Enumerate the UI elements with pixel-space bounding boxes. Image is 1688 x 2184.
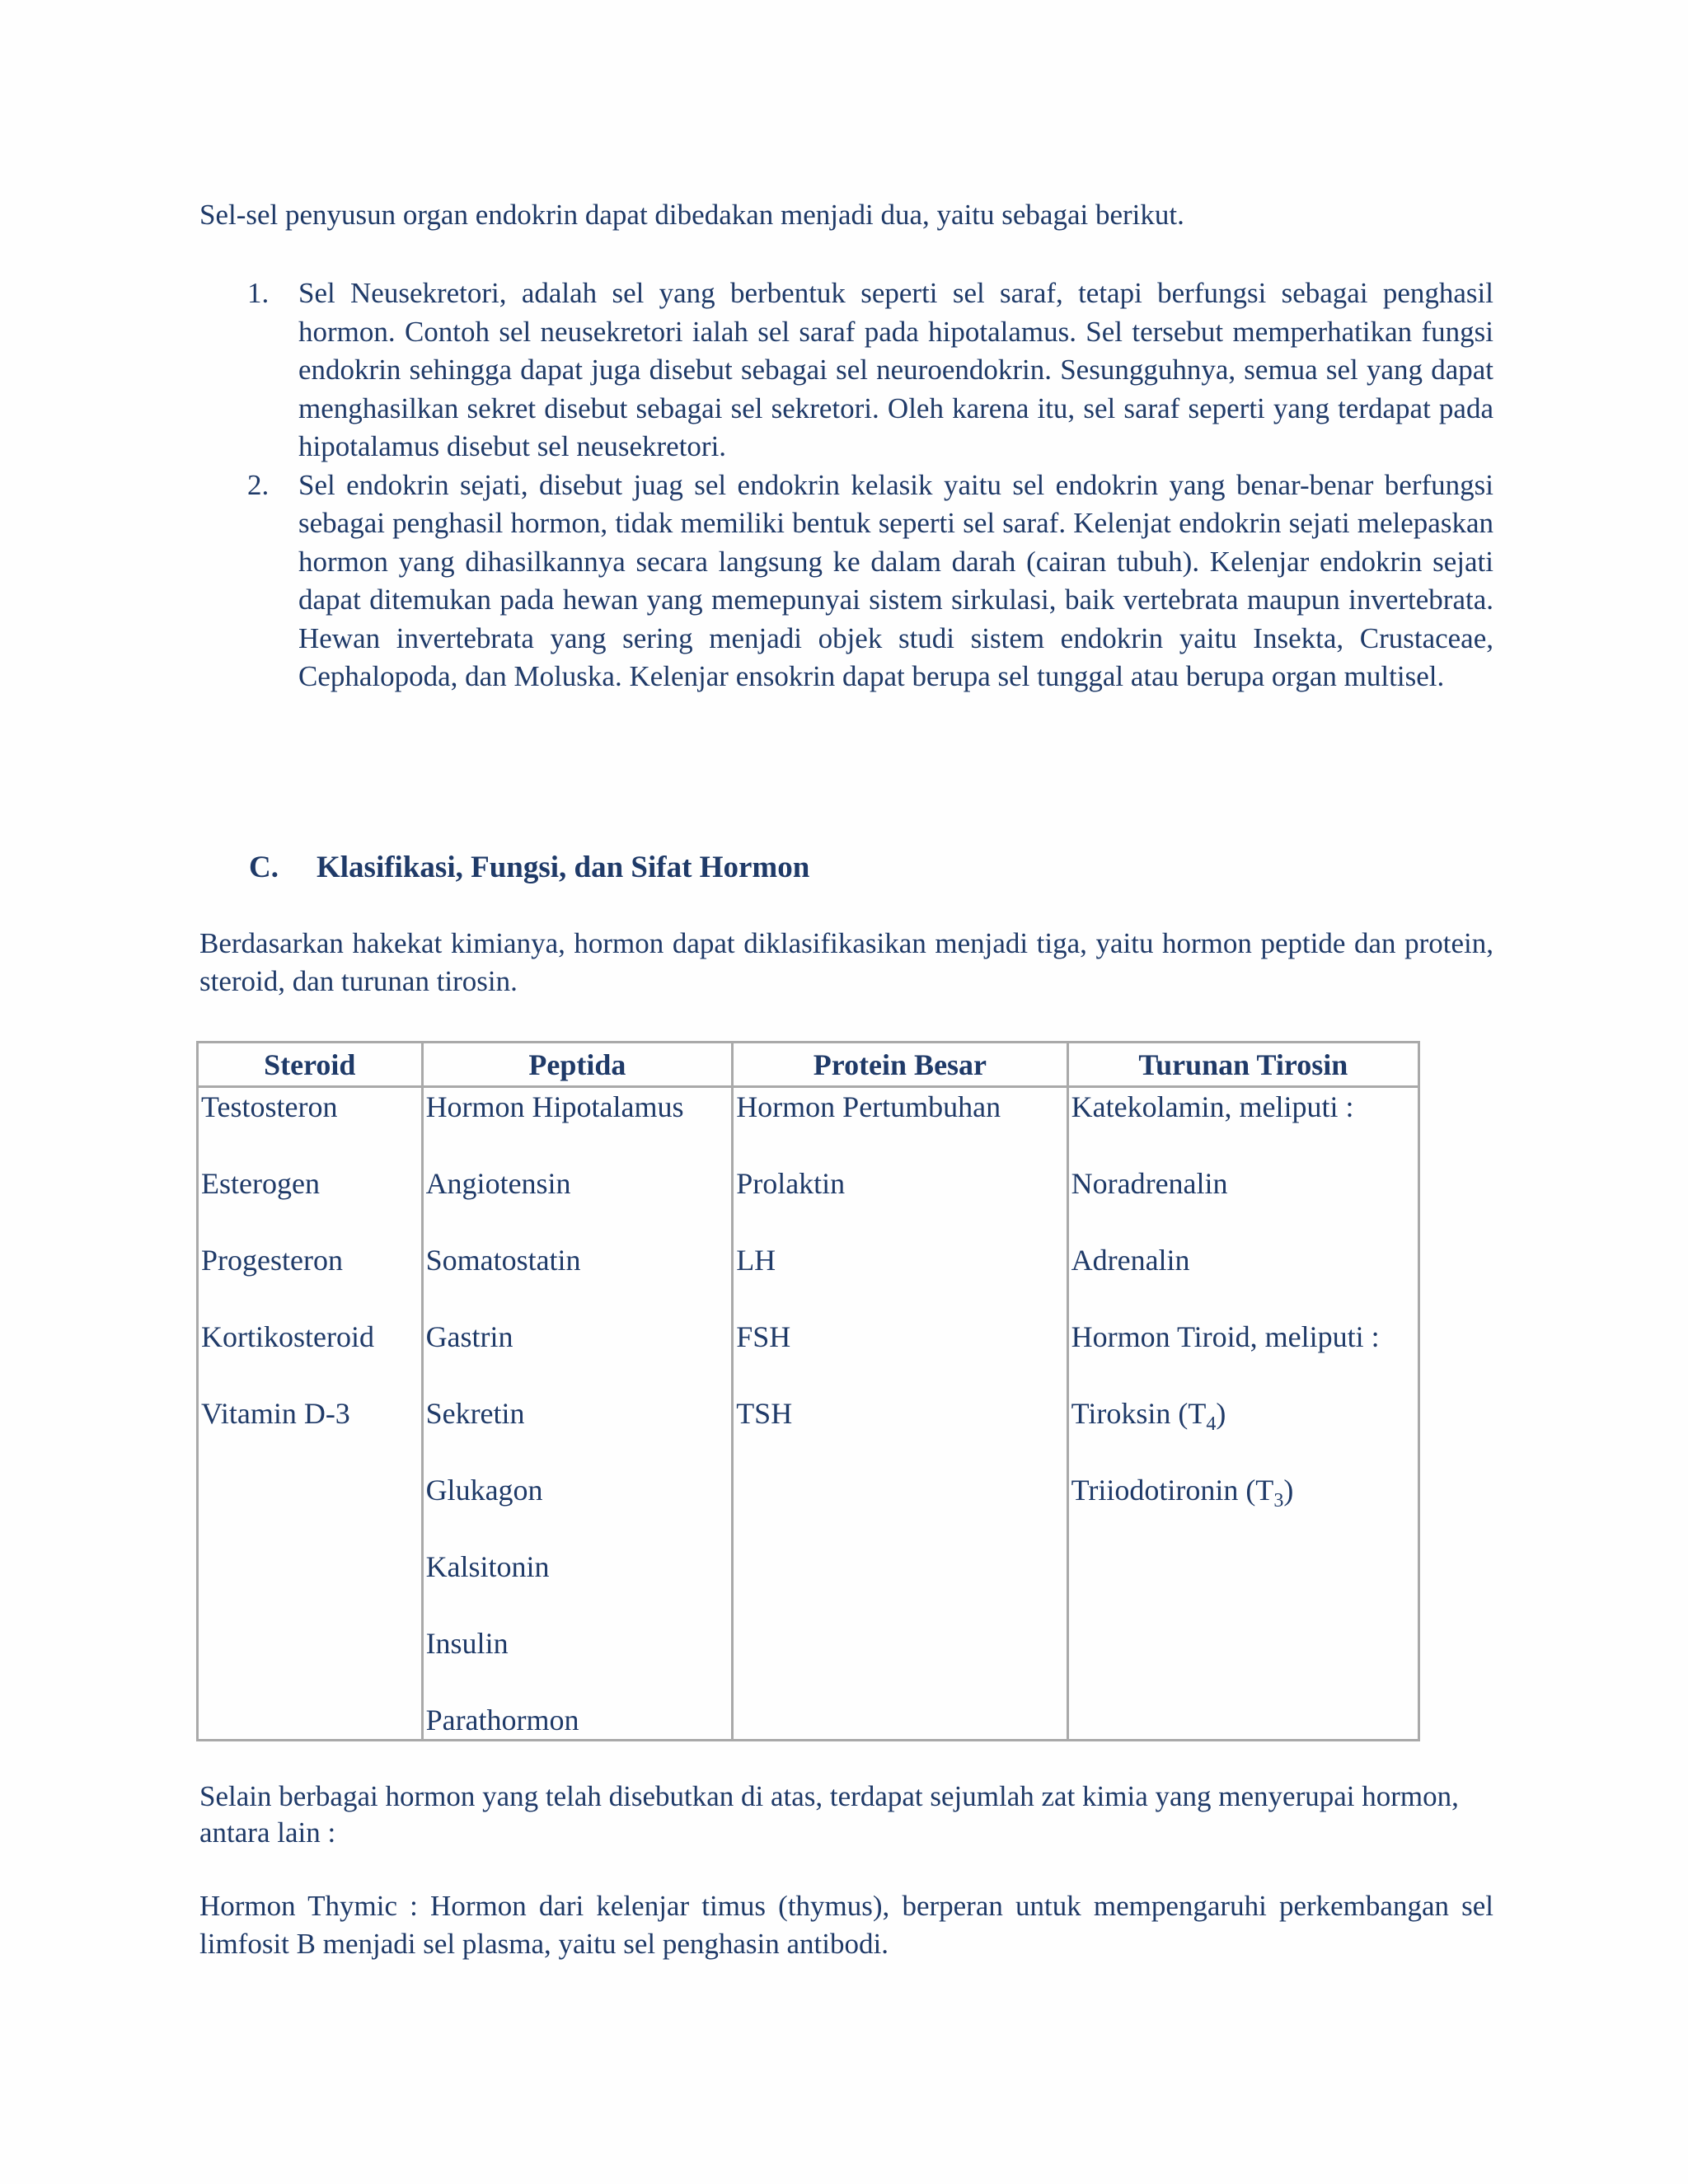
cell-item bbox=[1071, 1471, 1418, 1548]
tiroksin-label: Tiroksin (T bbox=[1071, 1397, 1207, 1430]
cell-type-list bbox=[247, 274, 1493, 696]
cell-item: Glukagon bbox=[425, 1474, 543, 1507]
peptida-column bbox=[422, 1087, 733, 1741]
section-letter: C. bbox=[249, 851, 279, 884]
cell-item: Parathormon bbox=[425, 1704, 579, 1736]
list-item bbox=[247, 466, 1493, 696]
closing-paren: ) bbox=[1216, 1397, 1226, 1430]
section-title: Klasifikasi, Fungsi, dan Sifat Hormon bbox=[316, 851, 810, 884]
thymic-paragraph: Hormon Thymic : Hormon dari kelenjar timus (thymus), berperan untuk mempengaruhi perkembangan sel limfosit B menjadi sel plasma, yaitu sel penghasin antibodi. bbox=[199, 1890, 1493, 1960]
cell-item: Adrenalin bbox=[1071, 1244, 1190, 1277]
list-item-text: Sel endokrin sejati, disebut juag sel endokrin kelasik yaitu sel endokrin yang benar-benar berfungsi sebagai penghasil hormon, tidak memiliki bentuk seperti sel saraf. Kelenjat endokrin sejati melepaskan hormon yang dihasilkannya secara langsung ke dalam darah (cairan tubuh). Kelenjar endokrin sejati dapat ditemukan pada hewan yang memepunyai sistem sirkulasi, baik vertebrata maupun invertebrata. Hewan invertebrata yang sering menjadi objek studi sistem endokrin yaitu Insekta, Crustaceae, Cephalopoda, dan Moluska. Kelenjar ensokrin dapat berupa sel tunggal atau berupa organ multisel. bbox=[298, 468, 1493, 692]
turunan-tirosin-column bbox=[1067, 1087, 1418, 1741]
cell-item: TSH bbox=[736, 1397, 793, 1430]
cell-item: Progesteron bbox=[201, 1244, 343, 1277]
additional-paragraph: Selain berbagai hormon yang telah disebutkan di atas, terdapat sejumlah zat kimia yang menyerupai hormon, antara lain : bbox=[199, 1780, 1459, 1849]
cell-item: Gastrin bbox=[425, 1320, 513, 1353]
cell-item: Prolaktin bbox=[736, 1167, 846, 1200]
tiroksin-subscript: 4 bbox=[1206, 1413, 1217, 1436]
cell-item: Angiotensin bbox=[425, 1167, 571, 1200]
cell-item: Somatostatin bbox=[425, 1244, 581, 1277]
classification-paragraph: Berdasarkan hakekat kimianya, hormon dapat diklasifikasikan menjadi tiga, yaitu hormon peptide dan protein, steroid, dan turunan tirosin. bbox=[199, 927, 1493, 997]
section-heading bbox=[249, 847, 809, 888]
steroid-column bbox=[198, 1087, 423, 1741]
protein-besar-column bbox=[733, 1087, 1067, 1741]
intro-paragraph: Sel-sel penyusun organ endokrin dapat dibedakan menjadi dua, yaitu sebagai berikut. bbox=[199, 199, 1184, 231]
triiodotironin-subscript: 3 bbox=[1273, 1490, 1284, 1512]
header-protein-besar: Protein Besar bbox=[733, 1043, 1067, 1087]
cell-item: Hormon Hipotalamus bbox=[425, 1090, 684, 1123]
hormone-table bbox=[196, 1041, 1420, 1741]
header-turunan-tirosin: Turunan Tirosin bbox=[1067, 1043, 1418, 1087]
cell-item: Hormon Tiroid, meliputi : bbox=[1071, 1320, 1380, 1353]
table-header-row bbox=[198, 1043, 1419, 1087]
header-peptida: Peptida bbox=[422, 1043, 733, 1087]
cell-item: Kalsitonin bbox=[425, 1550, 550, 1583]
cell-item: Hormon Pertumbuhan bbox=[736, 1090, 1001, 1123]
header-steroid: Steroid bbox=[198, 1043, 423, 1087]
list-item-text: Sel Neusekretori, adalah sel yang berbentuk seperti sel saraf, tetapi berfungsi sebagai penghasil hormon. Contoh sel neusekretori ialah sel saraf pada hipotalamus. Sel tersebut memperhatikan fungsi endokrin sehingga dapat juga disebut sebagai sel neuroendokrin. Sesungguhnya, semua sel yang dapat menghasilkan sekret disebut sebagai sel sekretori. Oleh karena itu, sel saraf seperti yang terdapat pada hipotalamus disebut sel neusekretori. bbox=[298, 277, 1493, 462]
list-number: 2. bbox=[247, 468, 270, 501]
cell-item: Noradrenalin bbox=[1071, 1167, 1228, 1200]
cell-item: Esterogen bbox=[201, 1167, 320, 1200]
triiodotironin-label: Triiodotironin (T bbox=[1071, 1474, 1274, 1507]
list-number: 1. bbox=[247, 277, 270, 309]
cell-item: Kortikosteroid bbox=[201, 1320, 374, 1353]
cell-item: Insulin bbox=[425, 1627, 509, 1660]
cell-item: Testosteron bbox=[201, 1090, 338, 1123]
cell-item bbox=[1071, 1394, 1418, 1471]
table-row bbox=[198, 1087, 1419, 1741]
cell-item: Vitamin D-3 bbox=[201, 1397, 350, 1430]
cell-item: LH bbox=[736, 1244, 776, 1277]
cell-item: FSH bbox=[736, 1320, 791, 1353]
list-item bbox=[247, 274, 1493, 466]
cell-item: Katekolamin, meliputi : bbox=[1071, 1090, 1354, 1123]
closing-paren: ) bbox=[1283, 1474, 1294, 1507]
cell-item: Sekretin bbox=[425, 1397, 525, 1430]
